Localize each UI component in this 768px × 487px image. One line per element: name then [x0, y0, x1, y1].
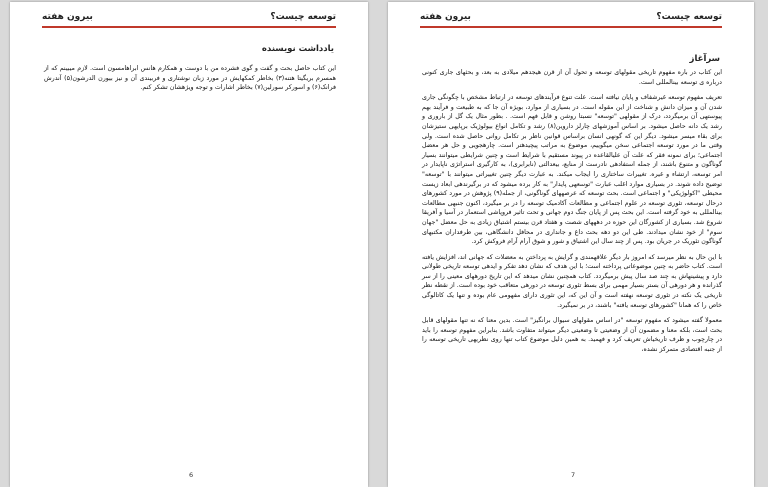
page-header: [42, 12, 336, 28]
paragraph: این کتاب حاصل بحث و گفت و گوی فشرده من با دوست و همکارم هانس ابراهامسون است. لازم میبینم که از همسرم بریگیتا هتنه(۳) بخاطر کمکهایش در مورد زبان نوشتاری و فربیندی آن و نیز بیورن الدرشون(۵) آندرش فرانک(۶) و اسورکر سورلین(۷) بخاطر اشارات و توجه ویژهشان تشکر کنم.: [44, 65, 336, 92]
page-body: [44, 64, 336, 99]
paragraph: این کتاب در باره مفهوم تاریخی مقولهای توسعه و تحول آن از قرن هیجدهم میلادی به بعد، و بحثهای جاری کنونی درباره ی توسعه بینالمللی است.: [422, 69, 722, 86]
page-number: 6: [189, 471, 194, 479]
page-header: [420, 12, 722, 28]
page-number: 7: [571, 471, 576, 479]
left-page: [10, 2, 368, 487]
right-page: [388, 2, 754, 487]
header-series: بیرون هفته: [42, 12, 93, 22]
page-body: [422, 68, 722, 361]
header-title: توسعه چیست؟: [270, 12, 336, 22]
section-title: یادداشت نویسنده: [261, 44, 334, 54]
section-title: سرآغاز: [689, 54, 720, 64]
paragraph: با این حال به نظر میرسد که امروز بار دیگر علاقهمندی و گرایش به پرداختن به معضلات که جهانی اند، افزایش یافته است. کتاب حاضر به چنین موضوعاتی پرداخته است؛ با این هدف که نشان دهد تفکر و ایدهی توسعه تاریخی طولانی دارد و پیشینهاش به چند صد سال پیش برمیگردد. کتاب همچنین نشان میدهد که این تاریخ دورههای معینی را از سر گذرانده و هر دورهی آن بستر بسیار مهمی برای بسط تئوری توسعه در دورهی متعاقب خود بوده است. از نقطه نظر تاریخی یک نکته در تئوری توسعه نهفته است و آن این که، این تئوری دارای مفهومی عام بوده و تنها یک کاتالوگی خاص را که همانا "کشورهای توسعه یافته" باشند، در بر نمیگیرد.: [422, 253, 722, 309]
paragraph: تعریف مفهوم توسعه غیرشفاف و پایان نیافته است. علت تنوع فرآیندهای توسعه در ارتباط مشخص با چگونگی جاری شدن آن و میزان دانش و شناخت از این مقوله است. در بسیاری از موارد، بویژه آن جا که به طبیعت و فرآیند بهم پیوستهی آن برمیگردد، درک از مقولهی "توسعه" نسبتا روشن و قابل فهم است. . بطور مثال یک گل از باروری و رشد یک دانه حاصل میشود. بر اساس آموزشهای چارلز داروین(۸) رشد و تکامل انواع بیولوژیک برپایهی ستیزشان برای بقاء میسر میشود. دیگر این که گونهی انسان براساس قوانین ناظر بر تکامل روانی حاصل شده است. ولی وقتی ما در مورد توسعه اجتماعی سخن میگوییم، موضوع به مراتب پیچیدهتر است. چارهجویی و حل هر معضل اجتماعی؛ برای نمونه فقر که علت آن علیالقاعده در پیوند مستقیم با شرایط است و چنین شرایطی میتوانند بسیار گوناگون و متنوع باشند، از جمله استفادهی نادرست از منابع، بیعدالتی (نابرابری)، به کارگیری استراتژی ناپایدار در امر توسعه، ارتشاء و غیره. تغییرات ساختاری را ایجاب میکند. به عبارت دیگر چنین تغییراتی میتوانند با "توسعه" توضیح داده شوند. در بسیاری موارد اغلب عبارت "توسعهی پایدار" به کار برده میشود که در برگیرندهی ابعاد زیست محیطی "اکولوژیکی" و اجتماعی است. بحث توسعه که عرصههای گوناگونی، از جمله(۹) پژوهش در مورد کشورهای درحال توسعه، تئوری توسعه در علوم اجتماعی و مطالعات آکادمیک توسعه را در بر میگیرد، اکنون جنبهی مطالعات بینالمللی به خود گرفته است. این بحث پس از پایان جنگ دوم جهانی و تحت تاثیر فروپاشی استعمار در آسیا و آفریقا شروع شد. بسیاری از کشورگان این حوزه در دهههای شصت و هفتاد قرن بیستم اشتیاق زیادی به حل معضل "جهان سوم" از خود نشان میدادند. طی این دو دهه بحث داغ و جانداری در محافل دانشگاهی، بین طرفداران مکتبهای گوناگون تئوریک در جریان بود. پس از چند سال این اشتیاق و شور و شوق آرام آرام فروکش کرد.: [422, 94, 722, 246]
paragraph: معمولا گفته میشود که مفهوم توسعه "در اساس مقولهای سیوال برانگیز" است. بدین معنا که نه تنها مقولهای قابل بحث است، بلکه معنا و مضمون آن از وضعیتی تا وضعیتی دیگر میتواند متفاوت باشد. بنابراین مفهوم توسعه را باید در چارچوب و ظرف تاریخیاش تعریف کرد و فهمید. به همین دلیل موضوع کتاب تنها روی نظریهی تاریخی توسعه را از جنبه اقتصادی متمرکز نشده،: [422, 317, 722, 354]
header-series: بیرون هفته: [420, 12, 471, 22]
header-title: توسعه چیست؟: [656, 12, 722, 22]
